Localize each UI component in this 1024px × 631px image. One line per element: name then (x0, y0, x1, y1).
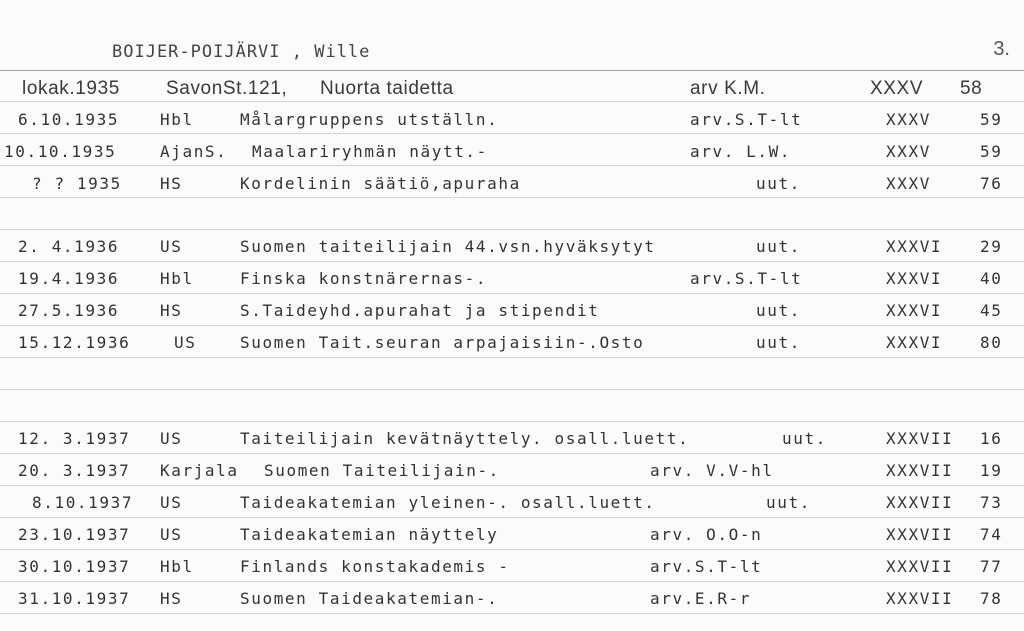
entry-title: Nuorta taidetta (320, 78, 454, 99)
entry-row (0, 142, 1024, 166)
entry-row (0, 110, 1024, 134)
ruled-line (0, 485, 1024, 486)
entry-title: Suomen Tait.seuran arpajaisiin-.Osto (240, 333, 645, 352)
entry-page: 80 (980, 333, 1003, 352)
entry-date: 27.5.1936 (18, 301, 120, 320)
entry-ref: uut. (756, 301, 801, 320)
entry-row (0, 333, 1024, 357)
entry-date: 20. 3.1937 (18, 461, 131, 480)
entry-ref: arv.S.T-lt (690, 110, 803, 129)
entry-row (0, 174, 1024, 198)
entry-date: lokak.1935 (22, 78, 120, 99)
entry-source: US (160, 493, 183, 512)
entry-title: Suomen Taideakatemian-. (240, 589, 499, 608)
ruled-line (0, 389, 1024, 390)
entry-date: 23.10.1937 (18, 525, 131, 544)
entry-row (0, 301, 1024, 325)
entry-title: Finska konstnärernas-. (240, 269, 488, 288)
entry-volume: XXXVII (886, 557, 954, 576)
entry-source: HS (160, 301, 183, 320)
entry-page: 73 (980, 493, 1003, 512)
ruled-line (0, 325, 1024, 326)
entry-volume: XXXVI (886, 237, 943, 256)
entry-page: 59 (980, 142, 1003, 161)
entry-volume: XXXV (886, 110, 931, 129)
entry-title: Kordelinin säätiö,apuraha (240, 174, 521, 193)
entry-page: 29 (980, 237, 1003, 256)
entry-page: 45 (980, 301, 1003, 320)
ruled-line (0, 261, 1024, 262)
entry-ref: arv. L.W. (690, 142, 792, 161)
entry-ref: uut. (756, 174, 801, 193)
entry-date: 31.10.1937 (18, 589, 131, 608)
entry-ref: arv.S.T-lt (690, 269, 803, 288)
ruled-line (0, 453, 1024, 454)
entry-volume: XXXV (886, 174, 931, 193)
entry-ref: uut. (756, 333, 801, 352)
entry-volume: XXXVI (886, 333, 943, 352)
entry-date: ? ? 1935 (32, 174, 122, 193)
entry-date: 19.4.1936 (18, 269, 120, 288)
entry-row (0, 269, 1024, 293)
entry-volume: XXXVI (886, 269, 943, 288)
entry-volume: XXXV (886, 142, 931, 161)
entry-page: 76 (980, 174, 1003, 193)
entry-source: Karjala (160, 461, 239, 480)
entry-volume: XXXVII (886, 493, 954, 512)
entry-date: 15.12.1936 (18, 333, 131, 352)
entry-row (0, 461, 1024, 485)
entry-page: 77 (980, 557, 1003, 576)
entry-row (0, 429, 1024, 453)
entry-source: Hbl (160, 557, 194, 576)
entry-source: Hbl (160, 269, 194, 288)
entry-ref: arv.S.T-lt (650, 557, 763, 576)
entry-volume: XXXVII (886, 589, 954, 608)
entry-title: Maalariryhmän näytt.- (252, 142, 488, 161)
entry-ref: arv. V.V-hl (650, 461, 774, 480)
entry-ref: arv K.M. (690, 78, 766, 99)
entry-volume: XXXVII (886, 429, 954, 448)
entry-row (0, 493, 1024, 517)
entry-source: US (160, 525, 183, 544)
entry-volume: XXXVII (886, 461, 954, 480)
entry-page: 58 (960, 78, 983, 99)
ruled-line (0, 421, 1024, 422)
entry-page: 74 (980, 525, 1003, 544)
entry-source: SavonSt.121, (166, 78, 288, 99)
entry-source: US (160, 429, 183, 448)
ruled-line (0, 293, 1024, 294)
entry-row (0, 589, 1024, 613)
header-rule (0, 70, 1024, 71)
entry-ref: arv.E.R-r (650, 589, 752, 608)
entry-row (0, 557, 1024, 581)
card-number: 3. (993, 38, 1010, 60)
ruled-line (0, 229, 1024, 230)
entry-date: 30.10.1937 (18, 557, 131, 576)
entry-row (0, 237, 1024, 261)
entry-page: 16 (980, 429, 1003, 448)
entry-row (0, 78, 1024, 102)
entry-row (0, 525, 1024, 549)
entry-source: AjanS. (160, 142, 228, 161)
ruled-line (0, 581, 1024, 582)
ruled-line (0, 357, 1024, 358)
entry-ref: uut. (766, 493, 811, 512)
entry-volume: XXXV (870, 78, 924, 99)
entry-source: US (160, 237, 183, 256)
ruled-line (0, 613, 1024, 614)
entry-date: 2. 4.1936 (18, 237, 120, 256)
entry-title: Suomen Taiteilijain-. (264, 461, 500, 480)
entry-page: 19 (980, 461, 1003, 480)
entry-page: 40 (980, 269, 1003, 288)
entry-title: S.Taideyhd.apurahat ja stipendit (240, 301, 600, 320)
entry-title: Taideakatemian näyttely (240, 525, 499, 544)
entry-title: Finlands konstakademis - (240, 557, 510, 576)
entry-title: Suomen taiteilijain 44.vsn.hyväksytyt (240, 237, 656, 256)
ruled-line (0, 549, 1024, 550)
ruled-line (0, 517, 1024, 518)
entry-title: Taiteilijain kevätnäyttely. osall.luett. (240, 429, 690, 448)
entry-title: Målargruppens utställn. (240, 110, 499, 129)
entry-date: 10.10.1935 (4, 142, 117, 161)
entry-ref: uut. (756, 237, 801, 256)
entry-ref: uut. (782, 429, 827, 448)
entry-source: HS (160, 174, 183, 193)
entry-source: US (174, 333, 197, 352)
entry-date: 8.10.1937 (32, 493, 134, 512)
entry-source: HS (160, 589, 183, 608)
entry-source: Hbl (160, 110, 194, 129)
entry-volume: XXXVI (886, 301, 943, 320)
entry-title: Taideakatemian yleinen-. osall.luett. (240, 493, 656, 512)
entry-ref: arv. O.O-n (650, 525, 763, 544)
entry-volume: XXXVII (886, 525, 954, 544)
entry-page: 78 (980, 589, 1003, 608)
card-header-name: BOIJER-POIJÄRVI , Wille (112, 42, 371, 62)
entry-page: 59 (980, 110, 1003, 129)
entry-date: 12. 3.1937 (18, 429, 131, 448)
entry-date: 6.10.1935 (18, 110, 120, 129)
